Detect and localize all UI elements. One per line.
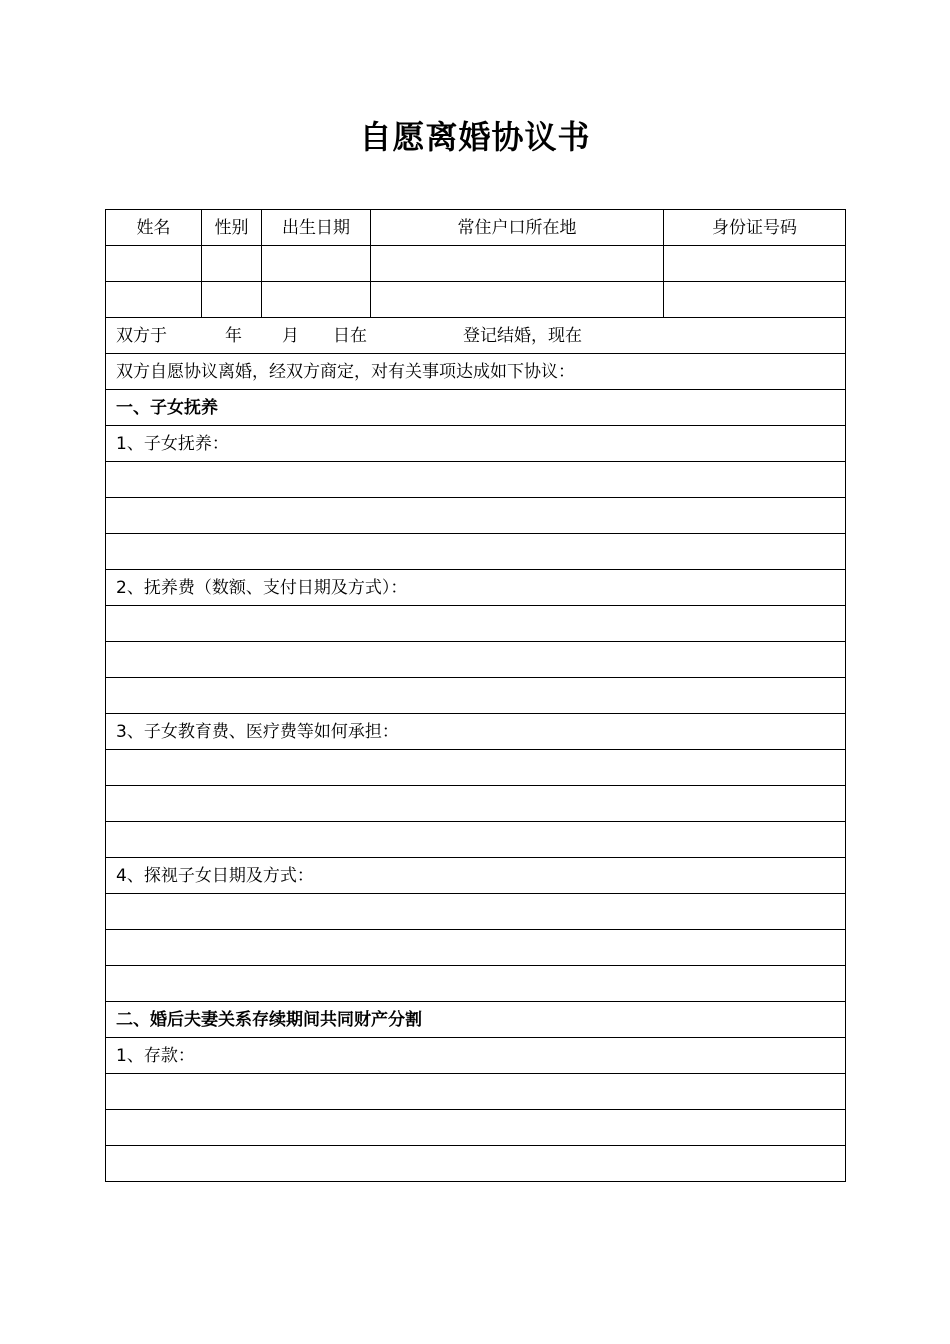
blank-row [106,930,846,966]
item-row [106,426,846,462]
party-row-2 [106,282,846,318]
header-id-number: 身份证号码 [664,210,846,246]
item-child-custody-label: 1、子女抚养： [106,426,846,462]
blank-fill-cell[interactable] [106,750,846,786]
blank-row [106,894,846,930]
item-row [106,1038,846,1074]
item-visitation-label: 4、探视子女日期及方式： [106,858,846,894]
statement-parties: 双方于 [116,325,167,346]
party2-id-cell[interactable] [664,282,846,318]
party-row-1 [106,246,846,282]
blank-fill-cell[interactable] [106,930,846,966]
statement-year: 年 [225,325,242,346]
blank-fill-cell[interactable] [106,966,846,1002]
marriage-statement-row-2 [106,354,846,390]
party-header-row [106,210,846,246]
blank-fill-cell[interactable] [106,534,846,570]
blank-row [106,642,846,678]
section1-heading-row [106,390,846,426]
blank-row [106,606,846,642]
section2-heading-row [106,1002,846,1038]
item-education-medical-label: 3、子女教育费、医疗费等如何承担： [106,714,846,750]
blank-fill-cell[interactable] [106,678,846,714]
party1-id-cell[interactable] [664,246,846,282]
blank-fill-cell[interactable] [106,1146,846,1182]
blank-fill-cell[interactable] [106,1074,846,1110]
section2-heading: 二、婚后夫妻关系存续期间共同财产分割 [106,1002,846,1038]
blank-fill-cell[interactable] [106,822,846,858]
blank-row [106,1146,846,1182]
party1-name-cell[interactable] [106,246,202,282]
document-title: 自愿离婚协议书 [359,118,591,156]
section1-heading: 一、子女抚养 [106,390,846,426]
marriage-statement-cell[interactable] [106,318,846,354]
blank-fill-cell[interactable] [106,606,846,642]
header-residence: 常住户口所在地 [371,210,664,246]
blank-row [106,678,846,714]
statement-registered: 登记结婚，现在 [463,325,582,346]
party1-gender-cell[interactable] [202,246,262,282]
blank-fill-cell[interactable] [106,1110,846,1146]
blank-fill-cell[interactable] [106,786,846,822]
header-name: 姓名 [106,210,202,246]
party2-residence-cell[interactable] [371,282,664,318]
party2-birth-cell[interactable] [262,282,371,318]
agreement-form-table [105,209,846,1182]
blank-row [106,966,846,1002]
item-child-support-label: 2、抚养费（数额、支付日期及方式）： [106,570,846,606]
marriage-statement-row-1 [106,318,846,354]
statement-month: 月 [282,325,299,346]
party2-name-cell[interactable] [106,282,202,318]
blank-fill-cell[interactable] [106,462,846,498]
blank-row [106,1110,846,1146]
item-savings-label: 1、存款： [106,1038,846,1074]
blank-fill-cell[interactable] [106,498,846,534]
blank-fill-cell[interactable] [106,642,846,678]
blank-row [106,462,846,498]
item-row [106,858,846,894]
blank-row [106,498,846,534]
agreement-intro: 双方自愿协议离婚，经双方商定，对有关事项达成如下协议： [106,354,846,390]
blank-row [106,786,846,822]
party2-gender-cell[interactable] [202,282,262,318]
item-row [106,714,846,750]
header-gender: 性别 [202,210,262,246]
blank-fill-cell[interactable] [106,894,846,930]
party1-birth-cell[interactable] [262,246,371,282]
blank-row [106,822,846,858]
header-birth-date: 出生日期 [262,210,371,246]
blank-row [106,750,846,786]
blank-row [106,1074,846,1110]
party1-residence-cell[interactable] [371,246,664,282]
item-row [106,570,846,606]
statement-day-at: 日在 [333,325,367,346]
blank-row [106,534,846,570]
